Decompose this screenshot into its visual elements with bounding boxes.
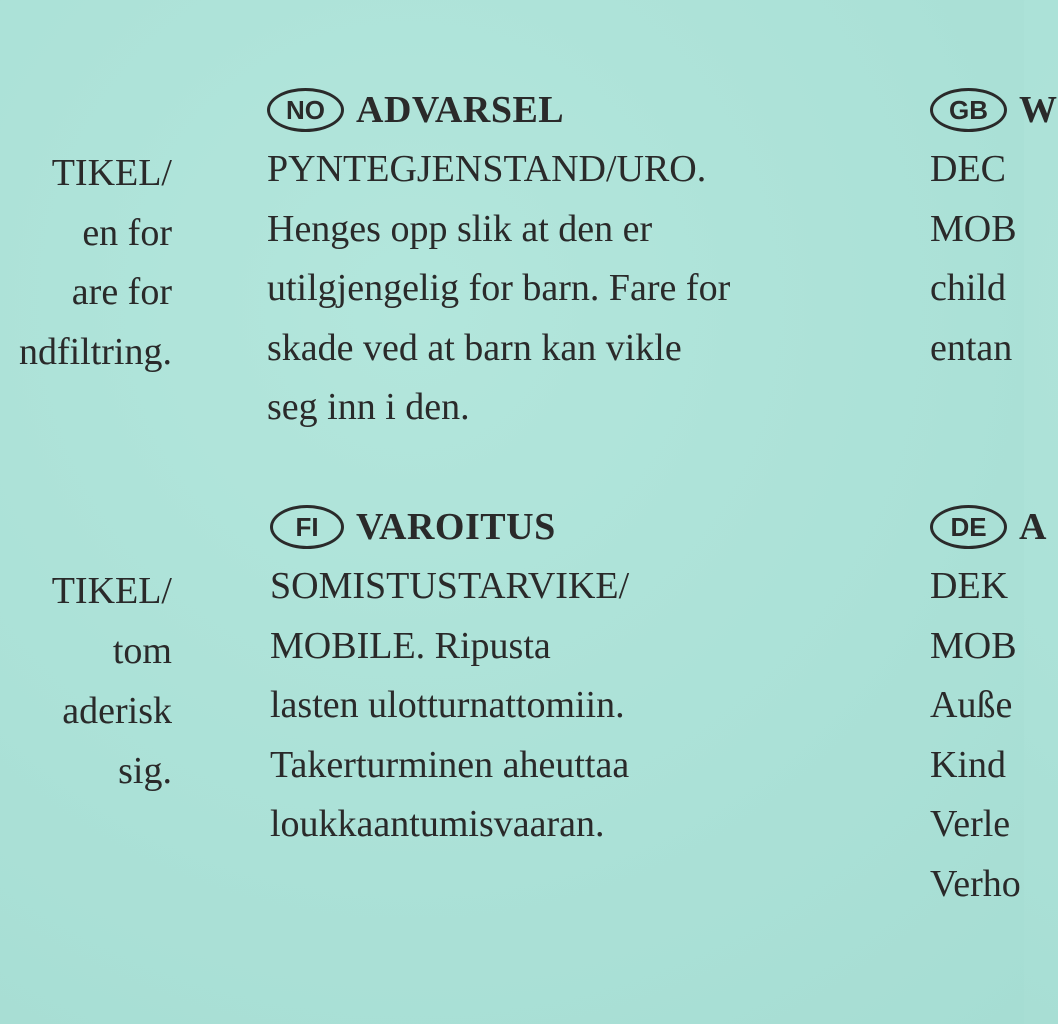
left-bottom-line-1: TIKEL/ bbox=[51, 570, 172, 612]
fi-line-4: Takerturminen aheuttaa bbox=[270, 743, 630, 786]
de-line-2: MOB bbox=[930, 624, 1017, 667]
left-column-fragment bbox=[0, 0, 180, 1024]
right-column-fragment bbox=[930, 0, 1058, 1024]
left-top-line-2: en for bbox=[82, 212, 172, 254]
de-country-badge: DE bbox=[930, 505, 1007, 549]
gb-warning-section bbox=[930, 80, 1058, 378]
fi-country-badge: FI bbox=[270, 505, 344, 549]
gb-heading-text: W bbox=[1019, 89, 1058, 131]
fi-line-1: SOMISTUSTARVIKE/ bbox=[270, 565, 630, 607]
de-heading-text: A bbox=[1019, 506, 1047, 548]
gb-line-4: entan bbox=[930, 326, 1013, 369]
fi-heading-text: VAROITUS bbox=[356, 506, 556, 548]
no-heading bbox=[267, 80, 730, 140]
no-line-3: utilgjengelig for barn. Fare for bbox=[267, 267, 731, 309]
gb-line-3: child bbox=[930, 267, 1006, 309]
no-line-4: skade ved at barn kan vikle bbox=[267, 326, 682, 369]
de-line-6: Verho bbox=[930, 862, 1021, 905]
left-bottom-line-2: tom bbox=[112, 630, 172, 672]
no-warning-section bbox=[267, 80, 730, 438]
de-heading bbox=[930, 497, 1047, 557]
fi-heading bbox=[270, 497, 629, 557]
left-top-line-1: TIKEL/ bbox=[51, 152, 172, 194]
left-top-line-4: ndfiltring. bbox=[18, 331, 172, 373]
no-country-badge: NO bbox=[267, 88, 344, 132]
de-line-1: DEK bbox=[930, 565, 1009, 607]
fi-line-3: lasten ulotturnattomiin. bbox=[270, 684, 625, 726]
fi-line-2: MOBILE. Ripusta bbox=[270, 624, 551, 667]
left-bottom-line-4: sig. bbox=[118, 750, 172, 792]
left-bottom-line-3: aderisk bbox=[62, 690, 172, 732]
no-heading-text: ADVARSEL bbox=[356, 89, 565, 131]
no-line-2: Henges opp slik at den er bbox=[267, 207, 653, 250]
de-line-3: Auße bbox=[930, 684, 1013, 726]
de-line-5: Verle bbox=[930, 803, 1011, 845]
fi-line-5: loukkaantumisvaaran. bbox=[270, 803, 605, 845]
gb-country-badge: GB bbox=[930, 88, 1007, 132]
de-warning-section bbox=[930, 497, 1047, 914]
gb-line-1: DEC bbox=[930, 148, 1006, 190]
gb-line-2: MOB bbox=[930, 207, 1017, 250]
de-line-4: Kind bbox=[930, 743, 1006, 786]
gb-heading bbox=[930, 80, 1058, 140]
fi-warning-section bbox=[270, 497, 629, 855]
no-line-1: PYNTEGJENSTAND/URO. bbox=[267, 148, 707, 190]
no-line-5: seg inn i den. bbox=[267, 386, 470, 428]
left-top-line-3: are for bbox=[71, 271, 172, 313]
